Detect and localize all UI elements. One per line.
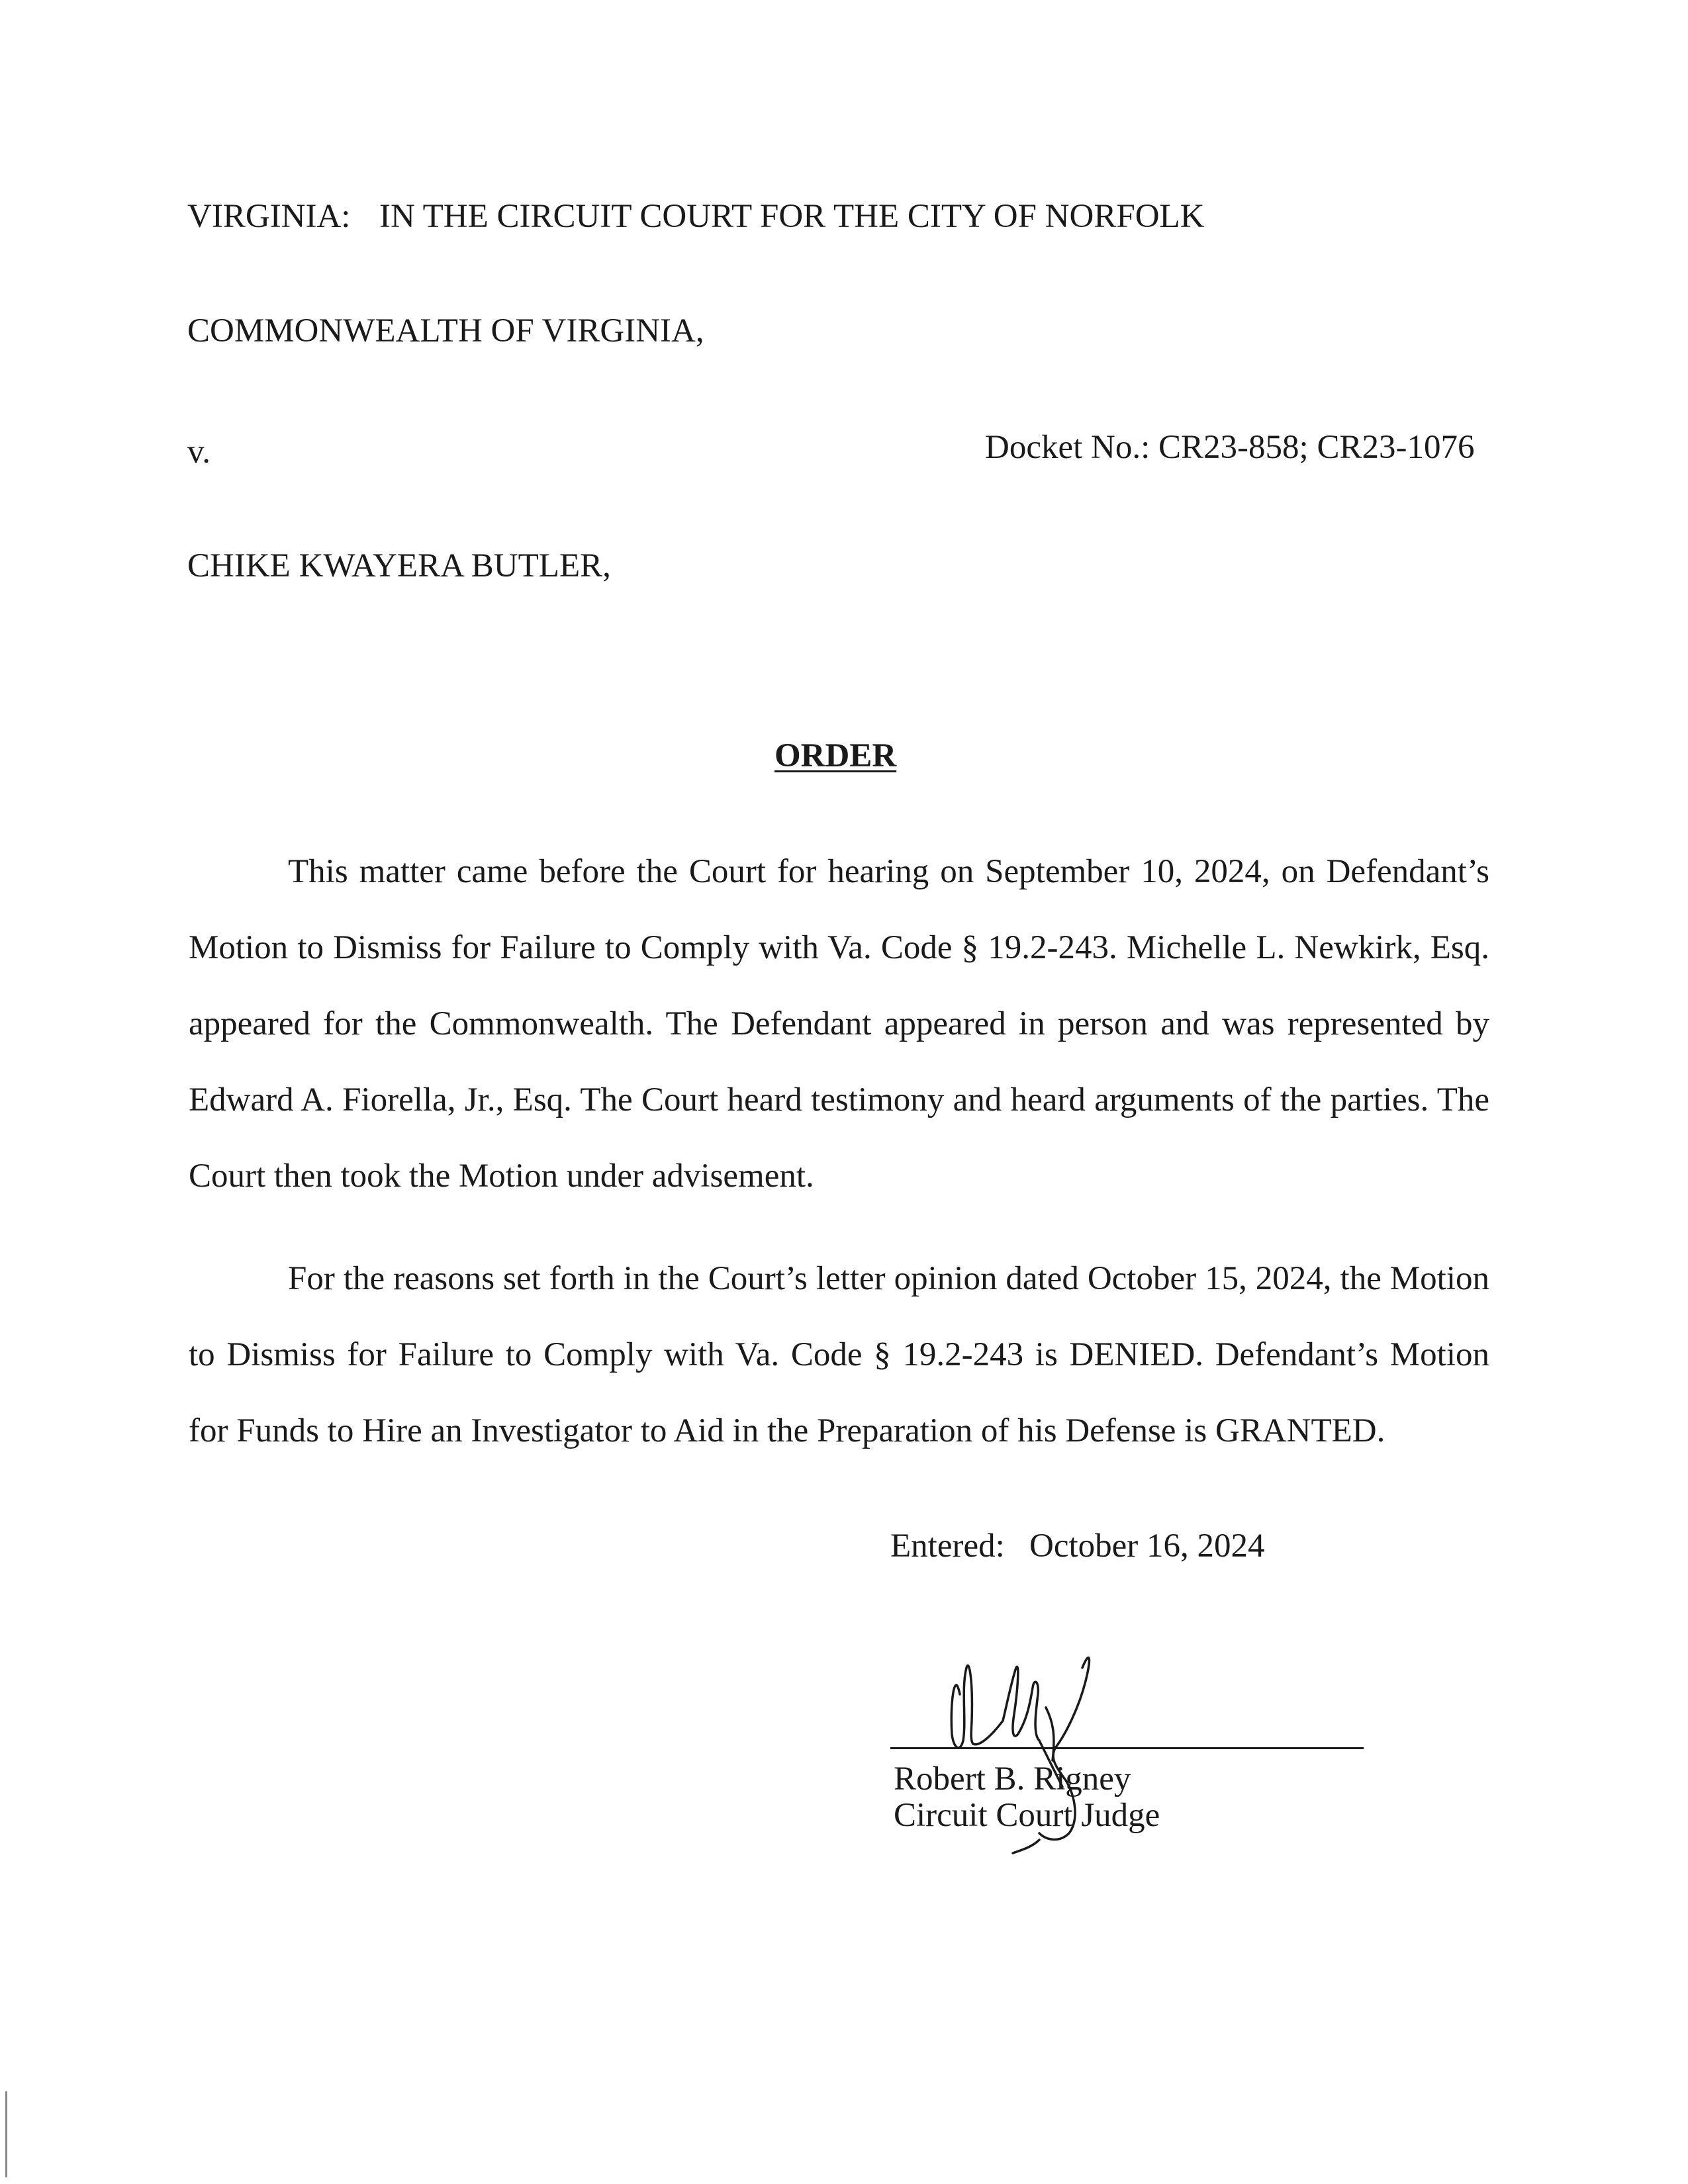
entered-date: October 16, 2024	[1029, 1527, 1265, 1565]
judge-name: Robert B. Rigney	[894, 1760, 1131, 1797]
signature-line	[890, 1747, 1364, 1749]
order-paragraph-1: This matter came before the Court for hearing on September 10, 2024, on Defendant’s Motion to Dismiss for Failure to Comply with Va. Code § 19.2-243. Michelle L. Newkirk, Esq. appeared for the Commonwealth. The Defendant appeared in person and was represented by Edward A. Fiorella, Jr., Esq. The Court heard testimony and heard arguments of the parties. The Court then took the Motion under advisement.	[189, 853, 1489, 1195]
order-heading: ORDER	[774, 737, 897, 774]
judge-title: Circuit Court Judge	[894, 1797, 1160, 1834]
scan-margin-mark	[5, 2091, 17, 2177]
docket-number: Docket No.: CR23-858; CR23-1076	[985, 429, 1475, 466]
court-name: IN THE CIRCUIT COURT FOR THE CITY OF NORFOLK	[379, 198, 1205, 235]
caption-defendant: CHIKE KWAYERA BUTLER,	[187, 547, 611, 584]
jurisdiction-label: VIRGINIA:	[187, 198, 351, 235]
entered-label: Entered:	[890, 1527, 1005, 1565]
caption-plaintiff: COMMONWEALTH OF VIRGINIA,	[187, 312, 704, 349]
order-paragraph-2: For the reasons set forth in the Court’s letter opinion dated October 15, 2024, the Motion to Dismiss for Failure to Comply with Va. Code § 19.2-243 is DENIED. Defendant’s Motion for Funds to Hire an Investigator to Aid in the Preparation of his Defense is GRANTED.	[189, 1260, 1489, 1449]
caption-versus: v.	[187, 433, 211, 471]
